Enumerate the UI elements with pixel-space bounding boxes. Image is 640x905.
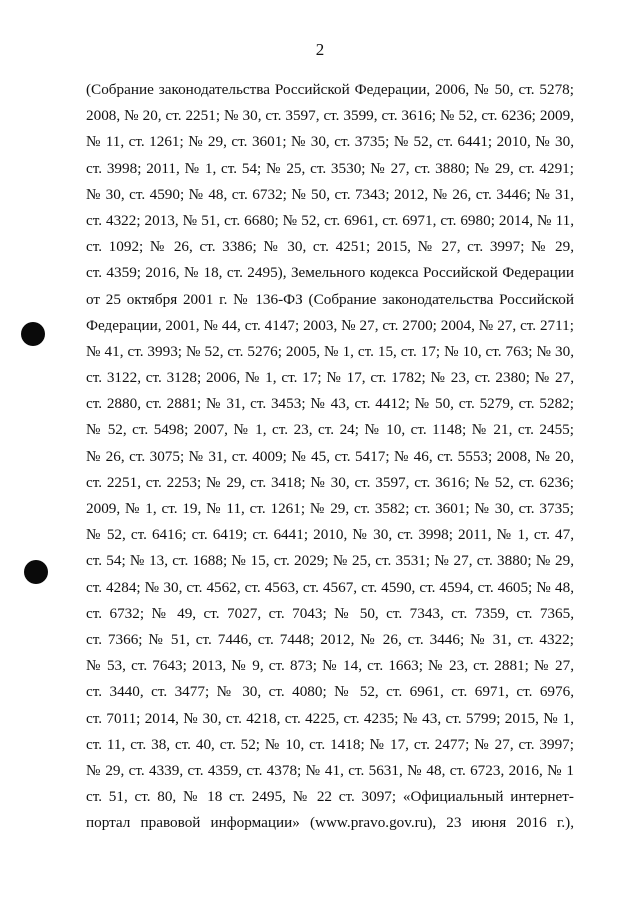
text-line: ст. 7366; № 51, ст. 7446, ст. 7448; 2012, № 26, ст. 3446; № 31, ст. 4322; [86,630,574,648]
text-line: № 53, ст. 7643; 2013, № 9, ст. 873; № 14, ст. 1663; № 23, ст. 2881; № 27, [86,657,574,675]
document-body [86,77,574,836]
text-line: ст. 3440, ст. 3477; № 30, ст. 4080; № 52, ст. 6961, ст. 6971, ст. 6976, [86,683,574,701]
text-line: ст. 54; № 13, ст. 1688; № 15, ст. 2029; № 25, ст. 3531; № 27, ст. 3880; № 29, [86,552,574,570]
text-line: ст. 11, ст. 38, ст. 40, ст. 52; № 10, ст. 1418; № 17, ст. 2477; № 27, ст. 3997; [86,735,574,753]
text-line: № 30, ст. 4590; № 48, ст. 6732; № 50, ст. 7343; 2012, № 26, ст. 3446; № 31, [86,185,574,203]
text-line: ст. 4359; 2016, № 18, ст. 2495), Земельного кодекса Российской Федерации [86,264,574,282]
text-line: № 26, ст. 3075; № 31, ст. 4009; № 45, ст. 5417; № 46, ст. 5553; 2008, № 20, [86,447,574,465]
binder-hole-icon [24,560,48,584]
text-line: № 52, ст. 5498; 2007, № 1, ст. 23, ст. 24; № 10, ст. 1148; № 21, ст. 2455; [86,421,574,439]
text-line: ст. 4322; 2013, № 51, ст. 6680; № 52, ст. 6961, ст. 6971, ст. 6980; 2014, № 11, [86,211,574,229]
text-line: Федерации, 2001, № 44, ст. 4147; 2003, № 27, ст. 2700; 2004, № 27, ст. 2711; [86,316,574,334]
text-line: 2009, № 1, ст. 19, № 11, ст. 1261; № 29, ст. 3582; ст. 3601; № 30, ст. 3735; [86,500,574,517]
text-line: ст. 6732; № 49, ст. 7027, ст. 7043; № 50, ст. 7343, ст. 7359, ст. 7365, [86,604,574,622]
text-line: портал правовой информации» (www.pravo.gov.ru), 23 июня 2016 г.), [86,814,574,832]
text-line: ст. 51, ст. 80, № 18 ст. 2495, № 22 ст. 3097; «Официальный интернет- [86,788,574,806]
text-line: ст. 3998; 2011, № 1, ст. 54; № 25, ст. 3530; № 27, ст. 3880; № 29, ст. 4291; [86,159,574,177]
text-line: ст. 1092; № 26, ст. 3386; № 30, ст. 4251; 2015, № 27, ст. 3997; № 29, [86,238,574,256]
text-line: ст. 2880, ст. 2881; № 31, ст. 3453; № 43, ст. 4412; № 50, ст. 5279, ст. 5282; [86,395,574,413]
text-line: ст. 2251, ст. 2253; № 29, ст. 3418; № 30, ст. 3597, ст. 3616; № 52, ст. 6236; [86,473,574,491]
text-line: (Собрание законодательства Российской Федерации, 2006, № 50, ст. 5278; [86,81,574,98]
text-line: 2008, № 20, ст. 2251; № 30, ст. 3597, ст. 3599, ст. 3616; № 52, ст. 6236; 2009, [86,107,574,125]
text-line: № 29, ст. 4339, ст. 4359, ст. 4378; № 41, ст. 5631, № 48, ст. 6723, 2016, № 1 [86,761,574,779]
text-line: № 52, ст. 6416; ст. 6419; ст. 6441; 2010, № 30, ст. 3998; 2011, № 1, ст. 47, [86,526,574,544]
text-line: ст. 3122, ст. 3128; 2006, № 1, ст. 17; № 17, ст. 1782; № 23, ст. 2380; № 27, [86,369,574,387]
text-line: от 25 октября 2001 г. № 136-ФЗ (Собрание законодательства Российской [86,290,574,308]
text-line: ст. 4284; № 30, ст. 4562, ст. 4563, ст. 4567, ст. 4590, ст. 4594, ст. 4605; № 48, [86,578,574,596]
text-line: № 41, ст. 3993; № 52, ст. 5276; 2005, № 1, ст. 15, ст. 17; № 10, ст. 763; № 30, [86,342,574,360]
page-number: 2 [315,40,325,59]
text-line: ст. 7011; 2014, № 30, ст. 4218, ст. 4225, ст. 4235; № 43, ст. 5799; 2015, № 1, [86,709,574,727]
text-line: № 11, ст. 1261; № 29, ст. 3601; № 30, ст. 3735; № 52, ст. 6441; 2010, № 30, [86,133,574,151]
binder-hole-icon [21,322,45,346]
